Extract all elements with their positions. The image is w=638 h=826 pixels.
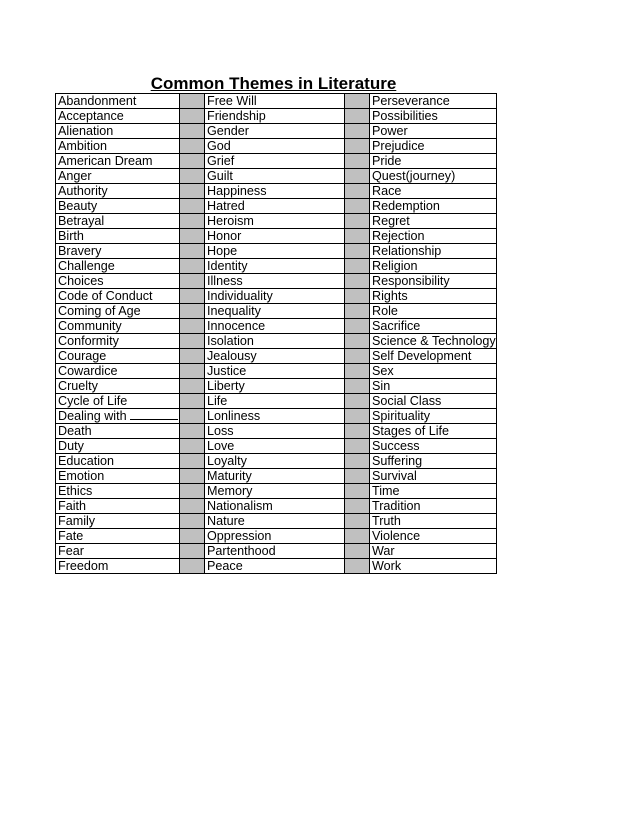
- spacer-cell: [180, 409, 205, 424]
- spacer-cell: [345, 124, 370, 139]
- spacer-cell: [180, 499, 205, 514]
- theme-cell: [56, 244, 180, 259]
- spacer-cell: [180, 439, 205, 454]
- spacer-cell: [345, 274, 370, 289]
- theme-cell: [56, 439, 180, 454]
- theme-cell: [370, 154, 497, 169]
- spacer-cell: [180, 199, 205, 214]
- theme-label: Honor: [207, 229, 242, 243]
- spacer-cell: [180, 544, 205, 559]
- theme-label: Education: [58, 454, 115, 468]
- table-row: [56, 424, 497, 439]
- theme-cell: [370, 319, 497, 334]
- spacer-cell: [345, 394, 370, 409]
- page-title: Common Themes in Literature: [150, 74, 397, 93]
- theme-label: Pride: [372, 154, 402, 168]
- table-row: [56, 469, 497, 484]
- theme-cell: [370, 529, 497, 544]
- theme-cell: [370, 499, 497, 514]
- theme-cell: [370, 424, 497, 439]
- theme-label: Conformity: [58, 334, 119, 348]
- spacer-cell: [180, 214, 205, 229]
- theme-cell: [205, 544, 345, 559]
- theme-label: Challenge: [58, 259, 115, 273]
- theme-cell: [370, 514, 497, 529]
- theme-label: Alienation: [58, 124, 114, 138]
- theme-label: Oppression: [207, 529, 272, 543]
- spacer-cell: [345, 349, 370, 364]
- spacer-cell: [345, 469, 370, 484]
- theme-cell: [205, 559, 345, 574]
- theme-cell: [370, 379, 497, 394]
- table-row: [56, 169, 497, 184]
- spacer-cell: [345, 424, 370, 439]
- theme-cell: [370, 409, 497, 424]
- theme-label: Race: [372, 184, 402, 198]
- theme-label: Quest(journey): [372, 169, 456, 183]
- theme-label: Fear: [58, 544, 84, 558]
- theme-cell: [56, 484, 180, 499]
- table-row: [56, 109, 497, 124]
- theme-cell: [56, 559, 180, 574]
- themes-table-body: [56, 94, 497, 574]
- theme-cell: [205, 274, 345, 289]
- theme-label: Tradition: [372, 499, 421, 513]
- theme-cell: [370, 214, 497, 229]
- theme-label: Birth: [58, 229, 84, 243]
- theme-label: Violence: [372, 529, 421, 543]
- theme-label: Loyalty: [207, 454, 247, 468]
- spacer-cell: [345, 364, 370, 379]
- table-row: [56, 274, 497, 289]
- theme-label: Sin: [372, 379, 391, 393]
- theme-cell: [56, 259, 180, 274]
- theme-cell: [56, 139, 180, 154]
- theme-cell: [205, 364, 345, 379]
- table-row: [56, 304, 497, 319]
- theme-label: Betrayal: [58, 214, 105, 228]
- table-row: [56, 334, 497, 349]
- theme-cell: [205, 184, 345, 199]
- theme-cell: [370, 124, 497, 139]
- table-row: [56, 559, 497, 574]
- theme-label: Nationalism: [207, 499, 273, 513]
- theme-label: Friendship: [207, 109, 266, 123]
- theme-label: Religion: [372, 259, 418, 273]
- spacer-cell: [345, 94, 370, 109]
- theme-label: Suffering: [372, 454, 423, 468]
- table-row: [56, 364, 497, 379]
- theme-label: Duty: [58, 439, 84, 453]
- theme-cell: [56, 409, 180, 424]
- theme-cell: [205, 529, 345, 544]
- theme-label: Love: [207, 439, 235, 453]
- theme-cell: [370, 139, 497, 154]
- theme-label: Self Development: [372, 349, 472, 363]
- theme-label: Sex: [372, 364, 394, 378]
- spacer-cell: [180, 379, 205, 394]
- theme-cell: [370, 244, 497, 259]
- spacer-cell: [180, 274, 205, 289]
- theme-cell: [56, 169, 180, 184]
- theme-cell: [56, 364, 180, 379]
- theme-label: Responsibility: [372, 274, 450, 288]
- theme-cell: [56, 304, 180, 319]
- table-row: [56, 94, 497, 109]
- theme-label: Cycle of Life: [58, 394, 128, 408]
- theme-label: Success: [372, 439, 420, 453]
- theme-label: Courage: [58, 349, 107, 363]
- spacer-cell: [180, 109, 205, 124]
- theme-cell: [205, 94, 345, 109]
- theme-cell: [370, 304, 497, 319]
- theme-cell: [56, 184, 180, 199]
- table-row: [56, 259, 497, 274]
- theme-cell: [205, 214, 345, 229]
- spacer-cell: [180, 139, 205, 154]
- theme-label: Happiness: [207, 184, 267, 198]
- theme-label: Free Will: [207, 94, 257, 108]
- spacer-cell: [180, 259, 205, 274]
- theme-label: Abandonment: [58, 94, 137, 108]
- theme-cell: [205, 154, 345, 169]
- table-row: [56, 319, 497, 334]
- spacer-cell: [345, 289, 370, 304]
- theme-cell: [56, 349, 180, 364]
- table-row: [56, 199, 497, 214]
- theme-label: Anger: [58, 169, 92, 183]
- spacer-cell: [180, 469, 205, 484]
- table-row: [56, 544, 497, 559]
- theme-cell: [56, 124, 180, 139]
- table-row: [56, 154, 497, 169]
- theme-label: Inequality: [207, 304, 261, 318]
- table-row: [56, 499, 497, 514]
- theme-label: Gender: [207, 124, 250, 138]
- theme-label: Power: [372, 124, 408, 138]
- table-row: [56, 229, 497, 244]
- theme-cell: [205, 394, 345, 409]
- spacer-cell: [345, 184, 370, 199]
- spacer-cell: [180, 184, 205, 199]
- theme-label: Partenthood: [207, 544, 276, 558]
- theme-cell: [370, 199, 497, 214]
- theme-cell: [56, 229, 180, 244]
- theme-label: Ambition: [58, 139, 107, 153]
- theme-cell: [56, 199, 180, 214]
- theme-label: Liberty: [207, 379, 245, 393]
- theme-label: Illness: [207, 274, 243, 288]
- theme-cell: [205, 319, 345, 334]
- theme-label: Code of Conduct: [58, 289, 153, 303]
- fill-in-blank: [130, 409, 178, 420]
- theme-cell: [56, 544, 180, 559]
- spacer-cell: [345, 529, 370, 544]
- spacer-cell: [345, 559, 370, 574]
- theme-cell: [205, 334, 345, 349]
- theme-cell: [56, 319, 180, 334]
- theme-label: Relationship: [372, 244, 442, 258]
- theme-label: Possibilities: [372, 109, 438, 123]
- theme-cell: [56, 289, 180, 304]
- theme-cell: [370, 544, 497, 559]
- spacer-cell: [345, 514, 370, 529]
- spacer-cell: [345, 304, 370, 319]
- theme-label: Peace: [207, 559, 243, 573]
- theme-cell: [370, 454, 497, 469]
- theme-label: Dealing with: [58, 409, 127, 423]
- table-row: [56, 379, 497, 394]
- spacer-cell: [345, 319, 370, 334]
- table-row: [56, 439, 497, 454]
- theme-label: Emotion: [58, 469, 105, 483]
- theme-label: Faith: [58, 499, 86, 513]
- theme-cell: [205, 244, 345, 259]
- theme-cell: [370, 109, 497, 124]
- theme-label: Ethics: [58, 484, 93, 498]
- theme-label: Work: [372, 559, 402, 573]
- theme-label: Social Class: [372, 394, 442, 408]
- theme-cell: [205, 349, 345, 364]
- spacer-cell: [345, 439, 370, 454]
- theme-label: Regret: [372, 214, 410, 228]
- theme-label: Individuality: [207, 289, 273, 303]
- spacer-cell: [180, 364, 205, 379]
- theme-label: Guilt: [207, 169, 233, 183]
- theme-cell: [205, 139, 345, 154]
- table-row: [56, 394, 497, 409]
- theme-cell: [205, 439, 345, 454]
- theme-cell: [56, 94, 180, 109]
- theme-label: Rejection: [372, 229, 425, 243]
- theme-cell: [370, 169, 497, 184]
- theme-cell: [370, 364, 497, 379]
- theme-cell: [370, 289, 497, 304]
- theme-label: Loss: [207, 424, 234, 438]
- theme-label: God: [207, 139, 231, 153]
- spacer-cell: [180, 169, 205, 184]
- table-row: [56, 289, 497, 304]
- theme-label: Lonliness: [207, 409, 261, 423]
- spacer-cell: [345, 214, 370, 229]
- theme-cell: [205, 289, 345, 304]
- table-row: [56, 244, 497, 259]
- theme-cell: [56, 424, 180, 439]
- theme-label: Acceptance: [58, 109, 124, 123]
- theme-label: Perseverance: [372, 94, 450, 108]
- table-row: [56, 484, 497, 499]
- theme-label: Role: [372, 304, 398, 318]
- theme-label: Fate: [58, 529, 84, 543]
- theme-label: Heroism: [207, 214, 254, 228]
- theme-cell: [370, 259, 497, 274]
- theme-label: American Dream: [58, 154, 153, 168]
- spacer-cell: [345, 484, 370, 499]
- theme-cell: [205, 259, 345, 274]
- spacer-cell: [180, 319, 205, 334]
- theme-label: Innocence: [207, 319, 266, 333]
- theme-label: Coming of Age: [58, 304, 141, 318]
- theme-cell: [56, 454, 180, 469]
- spacer-cell: [180, 334, 205, 349]
- theme-cell: [370, 184, 497, 199]
- spacer-cell: [345, 259, 370, 274]
- theme-cell: [205, 484, 345, 499]
- table-row: [56, 529, 497, 544]
- theme-cell: [56, 214, 180, 229]
- theme-cell: [56, 529, 180, 544]
- theme-cell: [370, 394, 497, 409]
- theme-cell: [56, 469, 180, 484]
- spacer-cell: [180, 304, 205, 319]
- theme-label: Authority: [58, 184, 108, 198]
- theme-label: Redemption: [372, 199, 440, 213]
- spacer-cell: [180, 514, 205, 529]
- theme-label: Isolation: [207, 334, 254, 348]
- spacer-cell: [345, 454, 370, 469]
- spacer-cell: [345, 244, 370, 259]
- spacer-cell: [180, 484, 205, 499]
- spacer-cell: [180, 289, 205, 304]
- theme-cell: [205, 514, 345, 529]
- theme-label: Maturity: [207, 469, 252, 483]
- theme-label: Prejudice: [372, 139, 425, 153]
- theme-cell: [205, 469, 345, 484]
- theme-cell: [205, 124, 345, 139]
- theme-cell: [56, 514, 180, 529]
- theme-label: Life: [207, 394, 228, 408]
- theme-cell: [205, 229, 345, 244]
- theme-cell: [205, 499, 345, 514]
- spacer-cell: [180, 394, 205, 409]
- theme-label: Memory: [207, 484, 253, 498]
- theme-cell: [205, 424, 345, 439]
- theme-label: Rights: [372, 289, 408, 303]
- theme-label: Spirituality: [372, 409, 431, 423]
- theme-label: Identity: [207, 259, 248, 273]
- theme-cell: [56, 109, 180, 124]
- theme-label: Bravery: [58, 244, 102, 258]
- theme-cell: [56, 274, 180, 289]
- spacer-cell: [345, 109, 370, 124]
- theme-label: Family: [58, 514, 96, 528]
- theme-label: Sacrifice: [372, 319, 421, 333]
- table-row: [56, 349, 497, 364]
- spacer-cell: [180, 229, 205, 244]
- spacer-cell: [180, 124, 205, 139]
- theme-cell: [205, 379, 345, 394]
- theme-cell: [56, 334, 180, 349]
- theme-cell: [370, 469, 497, 484]
- spacer-cell: [180, 424, 205, 439]
- theme-label: Grief: [207, 154, 235, 168]
- theme-label: Community: [58, 319, 122, 333]
- table-row: [56, 139, 497, 154]
- theme-cell: [370, 484, 497, 499]
- spacer-cell: [345, 169, 370, 184]
- spacer-cell: [180, 529, 205, 544]
- spacer-cell: [345, 334, 370, 349]
- theme-label: Science & Technology: [372, 334, 496, 348]
- theme-cell: [370, 334, 497, 349]
- spacer-cell: [345, 499, 370, 514]
- themes-table: [55, 93, 497, 574]
- theme-cell: [370, 439, 497, 454]
- spacer-cell: [345, 199, 370, 214]
- theme-cell: [370, 229, 497, 244]
- spacer-cell: [180, 244, 205, 259]
- spacer-cell: [345, 229, 370, 244]
- theme-label: Beauty: [58, 199, 98, 213]
- spacer-cell: [180, 349, 205, 364]
- theme-cell: [205, 169, 345, 184]
- theme-cell: [56, 394, 180, 409]
- theme-label: Hope: [207, 244, 238, 258]
- table-row: [56, 124, 497, 139]
- theme-label: Hatred: [207, 199, 245, 213]
- spacer-cell: [345, 409, 370, 424]
- table-row: [56, 214, 497, 229]
- spacer-cell: [180, 94, 205, 109]
- theme-cell: [370, 94, 497, 109]
- theme-cell: [205, 304, 345, 319]
- theme-cell: [370, 559, 497, 574]
- theme-cell: [56, 499, 180, 514]
- theme-label: Time: [372, 484, 400, 498]
- theme-label: Choices: [58, 274, 104, 288]
- theme-label: Cowardice: [58, 364, 118, 378]
- theme-cell: [370, 274, 497, 289]
- theme-cell: [56, 379, 180, 394]
- table-row: [56, 184, 497, 199]
- theme-label: Jealousy: [207, 349, 257, 363]
- theme-cell: [205, 199, 345, 214]
- theme-cell: [370, 349, 497, 364]
- theme-label: War: [372, 544, 395, 558]
- table-row: [56, 454, 497, 469]
- theme-cell: [205, 109, 345, 124]
- spacer-cell: [180, 454, 205, 469]
- theme-label: Freedom: [58, 559, 109, 573]
- table-row: [56, 514, 497, 529]
- theme-label: Nature: [207, 514, 245, 528]
- theme-cell: [205, 454, 345, 469]
- table-row: [56, 409, 497, 424]
- theme-label: Justice: [207, 364, 247, 378]
- theme-label: Survival: [372, 469, 417, 483]
- spacer-cell: [345, 154, 370, 169]
- theme-label: Stages of Life: [372, 424, 450, 438]
- theme-label: Death: [58, 424, 92, 438]
- spacer-cell: [345, 139, 370, 154]
- theme-label: Cruelty: [58, 379, 98, 393]
- theme-label: Truth: [372, 514, 401, 528]
- spacer-cell: [345, 544, 370, 559]
- theme-cell: [205, 409, 345, 424]
- theme-cell: [56, 154, 180, 169]
- spacer-cell: [180, 154, 205, 169]
- spacer-cell: [180, 559, 205, 574]
- spacer-cell: [345, 379, 370, 394]
